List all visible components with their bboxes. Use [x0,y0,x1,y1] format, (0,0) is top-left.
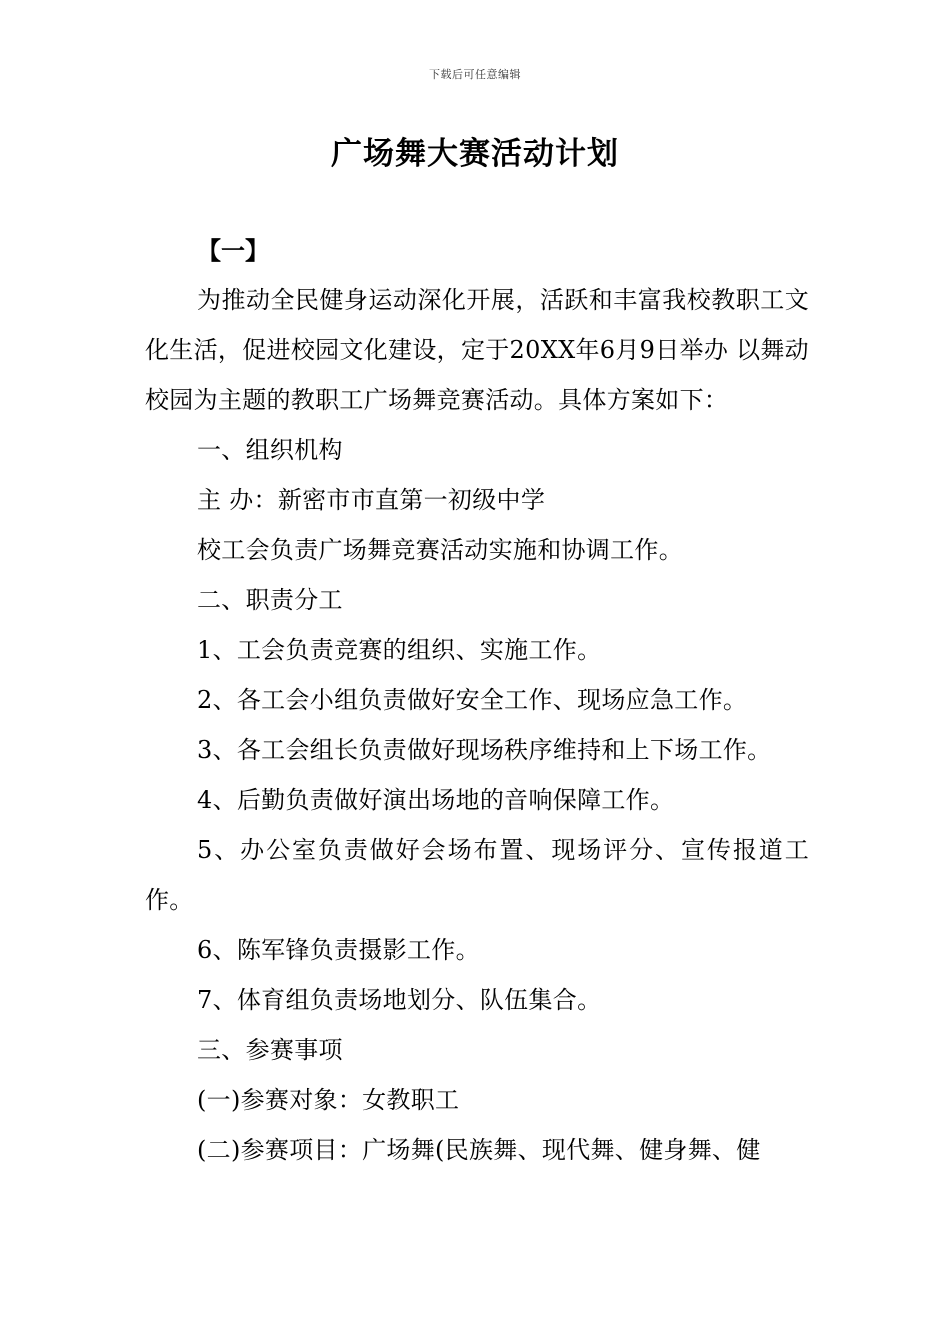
participants-line: (一)参赛对象：女教职工 [197,1086,460,1114]
duty-item-2: 2、各工会小组负责做好安全工作、现场应急工作。 [197,686,748,714]
heading-participation: 三、参赛事项 [197,1036,343,1064]
organizer-line: 主 办：新密市市直第一初级中学 [197,486,546,514]
duty-item-6: 6、陈军锋负责摄影工作。 [197,936,480,964]
union-responsibility: 校工会负责广场舞竞赛活动实施和协调工作。 [197,536,683,564]
duty-item-4: 4、后勤负责做好演出场地的音响保障工作。 [197,786,675,814]
intro-paragraph: 为推动全民健身运动深化开展，活跃和丰富我校教职工文化生活，促进校园文化建设，定于20XX年6月9日举办 以舞动校园为主题的教职工广场舞竞赛活动。具体方案如下： [145,286,809,414]
duty-item-5: 5、办公室负责做好会场布置、现场评分、宣传报道工作。 [145,836,809,914]
document-body [145,275,809,1175]
heading-duties: 二、职责分工 [197,586,343,614]
duty-item-3: 3、各工会组长负责做好现场秩序维持和上下场工作。 [197,736,772,764]
page-header-note: 下载后可任意编辑 [429,68,521,81]
heading-organization: 一、组织机构 [197,436,343,464]
section-marker: 【一】 [197,237,269,265]
duty-item-1: 1、工会负责竞赛的组织、实施工作。 [197,636,602,664]
document-title: 广场舞大赛活动计划 [331,136,619,172]
events-line: (二)参赛项目：广场舞(民族舞、现代舞、健身舞、健 [197,1136,761,1164]
duty-item-7: 7、体育组负责场地划分、队伍集合。 [197,986,602,1014]
